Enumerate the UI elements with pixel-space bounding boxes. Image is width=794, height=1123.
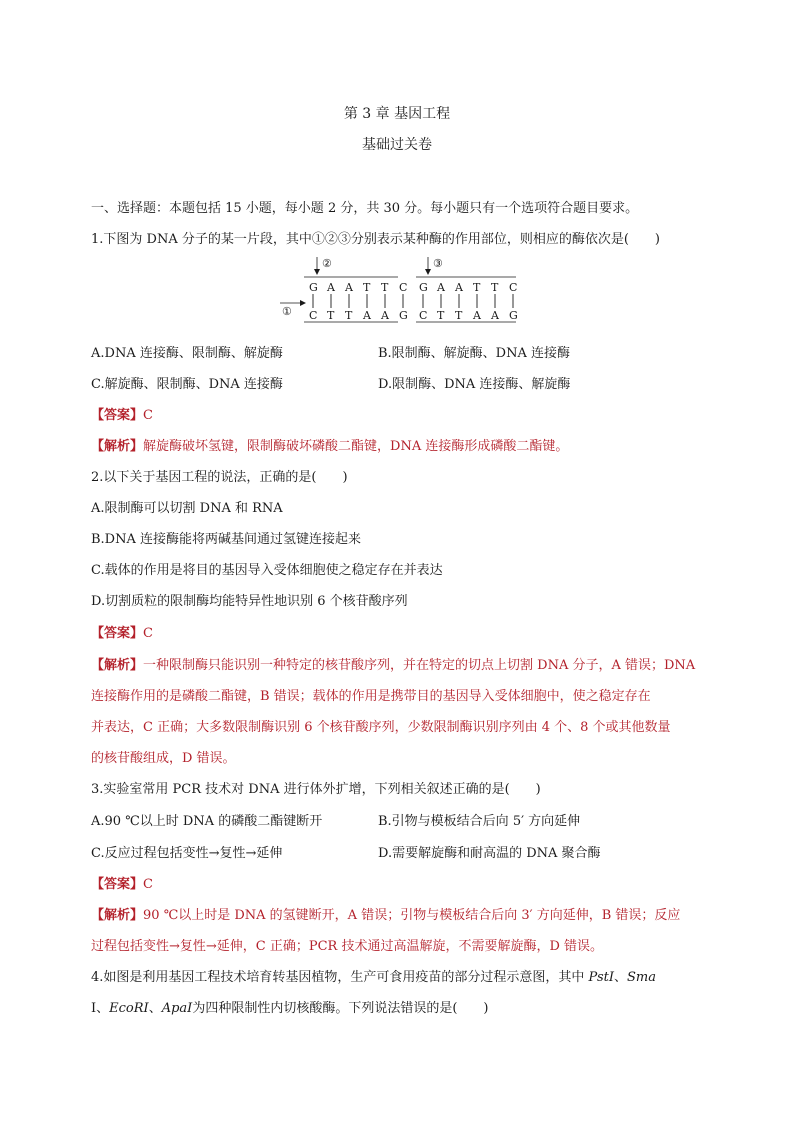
- q2-option-a: A.限制酶可以切割 DNA 和 RNA: [91, 501, 283, 516]
- answer-value: C: [143, 408, 153, 423]
- paper-subtitle: 基础过关卷: [362, 137, 432, 153]
- top-base-1: A: [327, 281, 335, 294]
- top-base-5: C: [399, 281, 408, 294]
- analysis-label: 【解析】: [91, 908, 144, 923]
- top-base-4: T: [381, 281, 389, 294]
- separator: 、: [96, 1001, 110, 1016]
- arrow-3-head: [425, 269, 431, 275]
- bottom-base-11: G: [509, 309, 518, 322]
- answer-value: C: [143, 626, 153, 641]
- q3-option-b: B.引物与模板结合后向 5′ 方向延伸: [378, 814, 581, 829]
- bottom-base-1: T: [327, 309, 335, 322]
- bottom-base-7: T: [437, 309, 445, 322]
- section-heading: 一、选择题：本题包括 15 小题，每小题 2 分，共 30 分。每小题只有一个选项符合题目要求。: [91, 201, 639, 216]
- answer-label: 【答案】: [91, 626, 144, 641]
- q4-stem-line-1: [91, 966, 656, 985]
- enzyme-sma: Sma: [627, 970, 656, 985]
- q1-option-d: D.限制酶、DNA 连接酶、解旋酶: [378, 377, 571, 392]
- analysis-label: 【解析】: [91, 439, 144, 454]
- arrow-1-head: [300, 300, 306, 306]
- analysis-text: 90 ℃以上时是 DNA 的氢键断开，A 错误；引物与模板结合后向 3′ 方向延伸，B 错误；反应: [143, 908, 681, 923]
- enzyme-pst: PstⅠ: [588, 970, 614, 985]
- dna-fragment-figure: [278, 253, 528, 325]
- q3-option-a: A.90 ℃以上时 DNA 的磷酸二酯键断开: [91, 814, 323, 829]
- bottom-base-4: A: [381, 309, 389, 322]
- q2-analysis-line-3: 并表达，C 正确；大多数限制酶识别 6 个核苷酸序列，少数限制酶识别序列由 4 个、8 个或其他数量: [91, 720, 671, 735]
- q1-option-c: C.解旋酶、限制酶、DNA 连接酶: [91, 377, 283, 392]
- top-base-8: A: [455, 281, 463, 294]
- bottom-base-9: A: [473, 309, 481, 322]
- q3-answer: [91, 873, 153, 892]
- top-base-3: T: [363, 281, 371, 294]
- chapter-title: 第 3 章 基因工程: [343, 106, 451, 122]
- q3-option-d: D.需要解旋酶和耐高温的 DNA 聚合酶: [378, 846, 601, 861]
- top-base-7: A: [437, 281, 445, 294]
- enzyme-sma-tail: Ⅰ: [91, 1001, 97, 1016]
- q2-stem: 2.以下关于基因工程的说法，正确的是( ): [91, 470, 348, 485]
- bottom-base-2: T: [345, 309, 353, 322]
- q2-analysis-line-4: 的核苷酸组成，D 错误。: [91, 751, 236, 766]
- q2-option-c: C.载体的作用是将目的基因导入受体细胞使之稳定存在并表达: [91, 563, 443, 578]
- top-base-10: T: [491, 281, 499, 294]
- top-base-11: C: [509, 281, 518, 294]
- marker-3-label: ③: [433, 257, 443, 270]
- bottom-base-10: A: [491, 309, 499, 322]
- separator: 、: [148, 1001, 162, 1016]
- analysis-text: 解旋酶破坏氢键，限制酶破坏磷酸二酯键，DNA 连接酶形成磷酸二酯键。: [143, 439, 569, 454]
- base-pairs-group: [309, 281, 518, 322]
- top-base-0: G: [309, 281, 318, 294]
- q4-stem-text: 4.如图是利用基因工程技术培育转基因植物，生产可食用疫苗的部分过程示意图，其中: [91, 970, 585, 985]
- bottom-base-8: T: [455, 309, 463, 322]
- q2-option-d: D.切割质粒的限制酶均能特异性地识别 6 个核苷酸序列: [91, 594, 408, 609]
- q1-answer: [91, 404, 153, 423]
- enzyme-apa: ApaⅠ: [161, 1001, 193, 1016]
- marker-1-label: ①: [282, 305, 292, 318]
- q3-analysis-line-1: [91, 904, 680, 923]
- marker-2-label: ②: [322, 257, 332, 270]
- q3-option-c: C.反应过程包括变性→复性→延伸: [91, 846, 283, 861]
- analysis-label: 【解析】: [91, 658, 144, 673]
- q1-stem: 1.下图为 DNA 分子的某一片段，其中①②③分别表示某种酶的作用部位，则相应的酶依次是( ): [91, 232, 660, 247]
- q4-stem-tail: 为四种限制性内切核酸酶。下列说法错误的是( ): [192, 1001, 489, 1016]
- analysis-text: 一种限制酶只能识别一种特定的核苷酸序列，并在特定的切点上切割 DNA 分子，A 错误；DNA: [143, 658, 696, 673]
- q2-analysis-line-2: 连接酶作用的是磷酸二酯键，B 错误；载体的作用是携带目的基因导入受体细胞中，使之稳定存在: [91, 689, 651, 704]
- q1-option-b: B.限制酶、解旋酶、DNA 连接酶: [378, 346, 571, 361]
- bottom-base-0: C: [309, 309, 318, 322]
- top-base-2: A: [345, 281, 353, 294]
- top-base-9: T: [473, 281, 481, 294]
- q4-stem-line-2: [91, 997, 488, 1016]
- bottom-base-6: C: [419, 309, 428, 322]
- q1-analysis: [91, 435, 568, 454]
- q2-option-b: B.DNA 连接酶能将两碱基间通过氢键连接起来: [91, 532, 362, 547]
- separator: 、: [613, 970, 627, 985]
- arrow-2-head: [314, 269, 320, 275]
- q1-option-a: A.DNA 连接酶、限制酶、解旋酶: [91, 346, 283, 361]
- answer-value: C: [143, 877, 153, 892]
- q2-answer: [91, 622, 153, 641]
- answer-label: 【答案】: [91, 408, 144, 423]
- answer-label: 【答案】: [91, 877, 144, 892]
- q3-stem: 3.实验室常用 PCR 技术对 DNA 进行体外扩增，下列相关叙述正确的是( ): [91, 782, 541, 797]
- enzyme-ecor: EcoRⅠ: [109, 1001, 149, 1016]
- top-base-6: G: [419, 281, 428, 294]
- bottom-base-5: G: [399, 309, 408, 322]
- q2-analysis-line-1: [91, 654, 695, 673]
- q3-analysis-line-2: 过程包括变性→复性→延伸，C 正确；PCR 技术通过高温解旋，不需要解旋酶，D 错误。: [91, 939, 604, 954]
- bottom-base-3: A: [363, 309, 371, 322]
